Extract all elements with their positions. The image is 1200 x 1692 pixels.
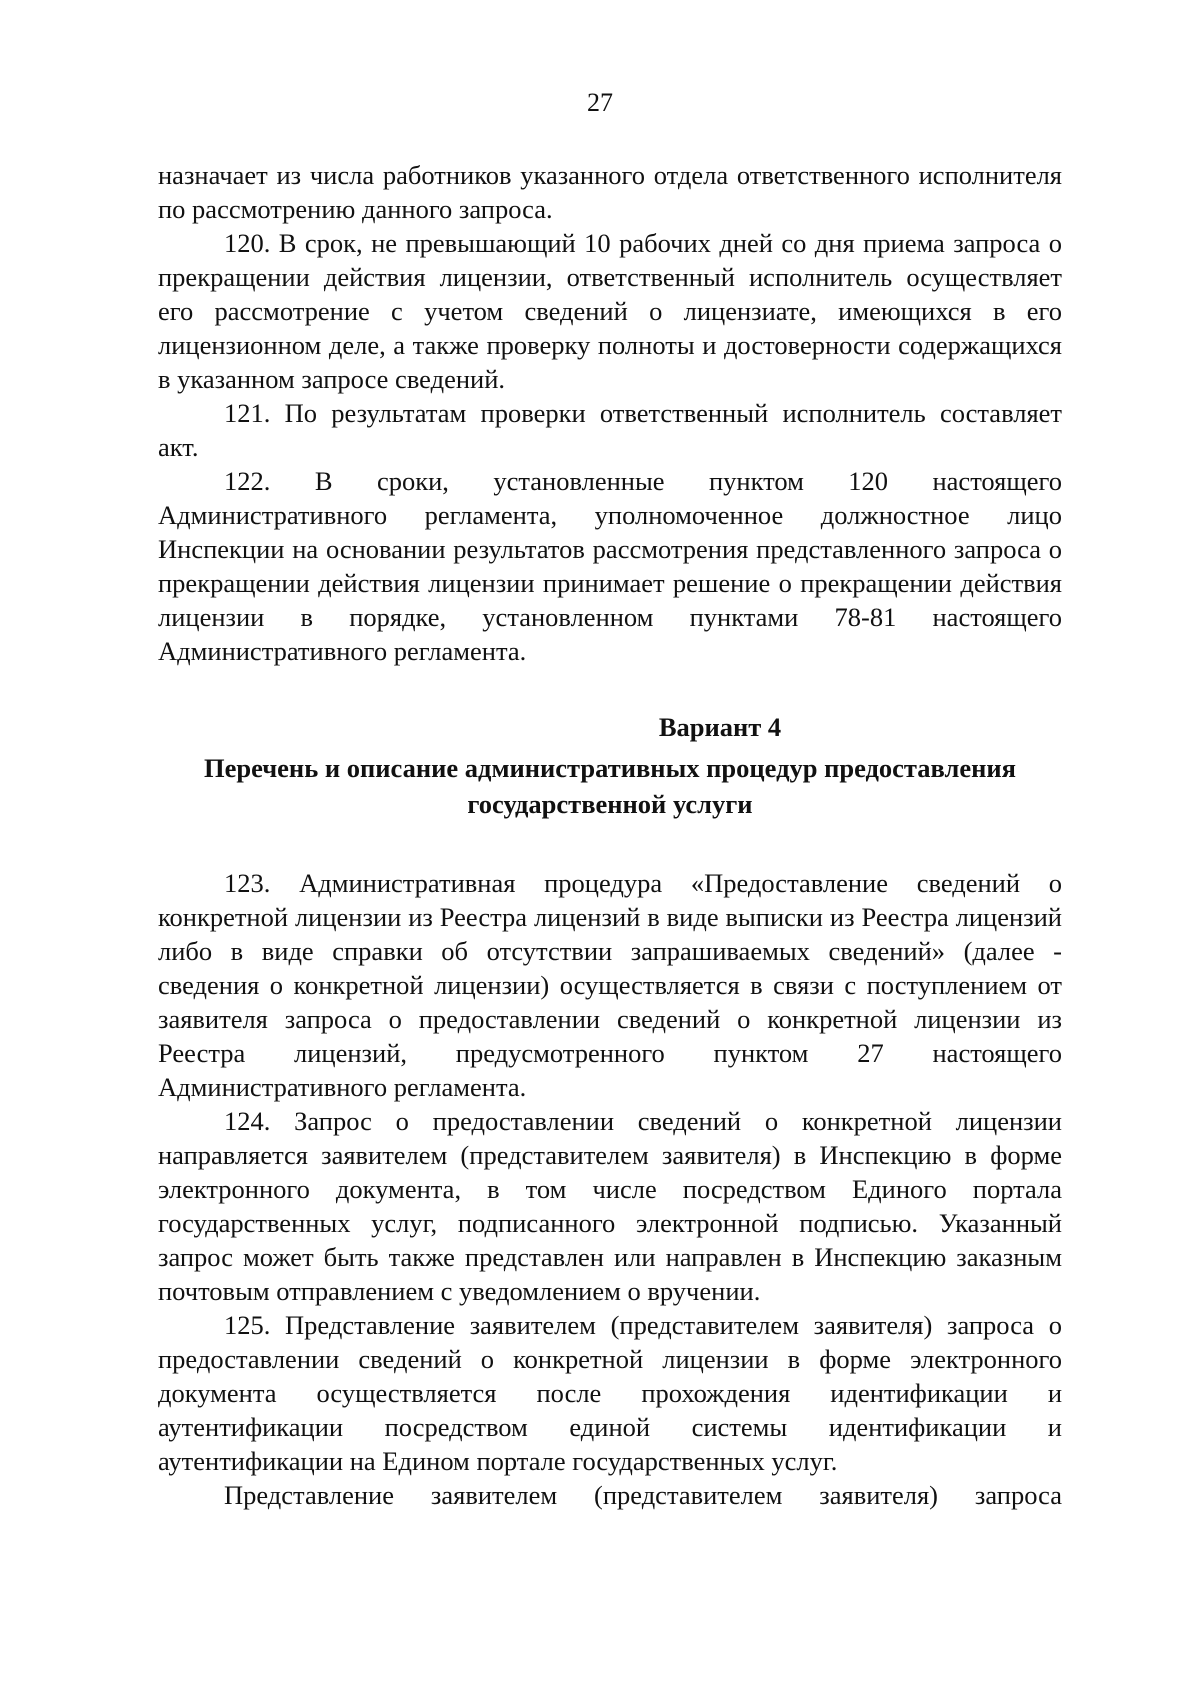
paragraph-120: 120. В срок, не превышающий 10 рабочих дней со дня приема запроса о прекращении действия лицензии, ответственный исполнитель осуществляет его рассмотрение с учетом сведений о лицензиате, имеющихся в его лицензионном деле, а также проверку полноты и достоверности содержащихся в указанном запросе сведений. (158, 228, 1062, 394)
paragraph-124: 124. Запрос о предоставлении сведений о конкретной лицензии направляется заявителем (представителем заявителя) в Инспекцию в форме электронного документа, в том числе посредством Единого портала государственных услуг, подписанного электронной подписью. Указанный запрос может быть также представлен или направлен в Инспекцию заказным почтовым отправлением с уведомлением о вручении. (158, 1106, 1062, 1306)
paragraph-125: 125. Представление заявителем (представителем заявителя) запроса о предоставлении сведений о конкретной лицензии в форме электронного документа осуществляется после прохождения идентификации и аутентификации посредством единой системы идентификации и аутентификации на Едином портале государственных услуг. (158, 1310, 1062, 1476)
section-variant-heading: Вариант 4 (658, 712, 782, 742)
page-number: 27 (587, 88, 613, 117)
paragraph-121: 121. По результатам проверки ответственный исполнитель составляет акт. (158, 398, 1062, 462)
paragraph-continued: Представление заявителем (представителем заявителя) запроса (224, 1480, 1062, 1510)
spacer (158, 668, 1062, 710)
paragraph-123: 123. Административная процедура «Предоставление сведений о конкретной лицензии из Реестра лицензий в виде выписки из Реестра лицензий либо в виде справки об отсутствии запрашиваемых сведений» (далее - сведения о конкретной лицензии) осуществляется в связи с поступлением от заявителя запроса о предоставлении сведений о конкретной лицензии из Реестра лицензий, предусмотренного пунктом 27 настоящего Административного регламента. (158, 868, 1062, 1102)
paragraph-continuation: назначает из числа работников указанного отдела ответственного исполнителя по рассмотрению данного запроса. (158, 160, 1062, 224)
section-title: Перечень и описание административных процедур предоставления государственной услуги (204, 753, 1016, 819)
paragraph-122: 122. В сроки, установленные пунктом 120 настоящего Административного регламента, уполномоченное должностное лицо Инспекции на основании результатов рассмотрения представленного запроса о прекращении действия лицензии принимает решение о прекращении действия лицензии в порядке, установленном пунктами 78-81 настоящего Административного регламента. (158, 466, 1062, 666)
document-body (158, 158, 1062, 1512)
spacer (158, 822, 1062, 866)
